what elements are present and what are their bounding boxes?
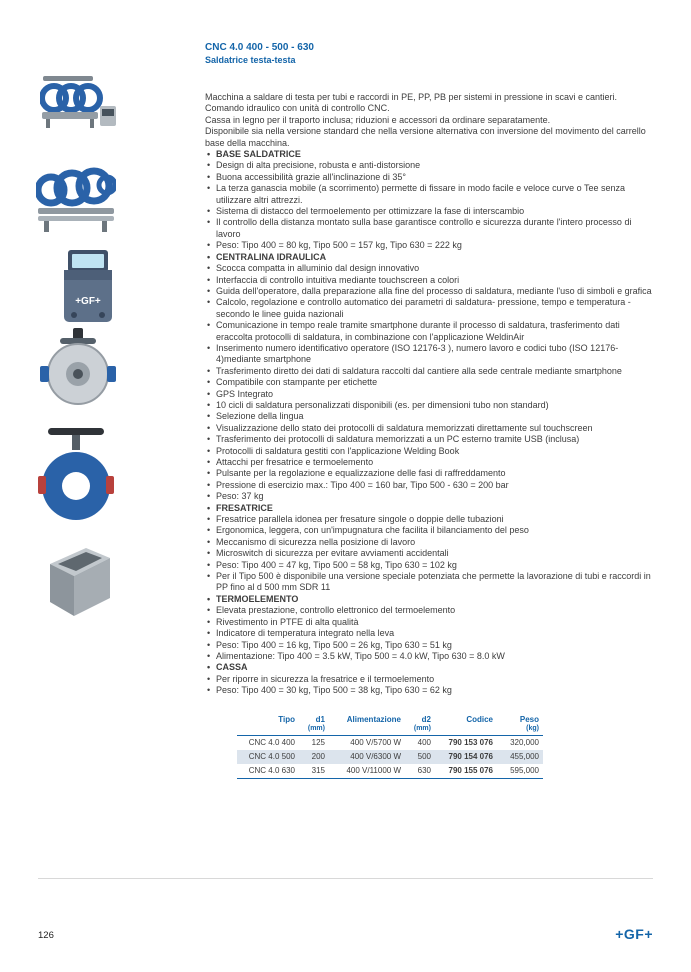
table-cell: 315 [299,764,329,779]
machine-base-icon [36,146,116,236]
feature-item: • Comunicazione in tempo reale tramite smartphone durante il processo di saldatura, trasferimento dati eraccolta protocolli di saldatura, in combinazione con l'applicazione WeldinAir [205,320,653,343]
table-cell: 790 155 076 [435,764,497,779]
section-heading: • BASE SALDATRICE [205,149,653,160]
table-row [237,735,543,750]
intro-paragraph: Cassa in legno per il traporto inclusa; riduzioni e accessori da ordinare separatamente. [205,114,551,125]
product-title: CNC 4.0 400 - 500 - 630 [205,42,314,53]
control-unit-icon [58,248,116,332]
table-cell: CNC 4.0 400 [248,737,295,747]
feature-item: • Elevata prestazione, controllo elettronico del termoelemento [205,605,653,616]
facing-tool-icon [40,328,116,406]
feature-item: • Buona accessibilità grazie all'inclinazione di 35° [205,172,653,183]
intro-paragraph: Macchina a saldare di testa per tubi e raccordi in PE, PP, PB per sistemi in pressione in scavi e cantieri. [205,92,618,102]
feature-item: • Alimentazione: Tipo 400 = 3.5 kW, Tipo 500 = 4.0 kW, Tipo 630 = 8.0 kW [205,651,653,662]
table-cell: 400 V/11000 W [329,764,405,779]
table-cell: 790 153 076 [448,737,493,747]
product-subtitle: Saldatrice testa-testa [205,55,296,65]
transport-box-icon [42,538,116,622]
feature-item: • Microswitch di sicurezza per evitare avviamenti accidentali [205,548,653,559]
feature-item: • Protocolli di saldatura gestiti con l'applicazione Welding Book [205,446,653,457]
feature-item: • Per il Tipo 500 è disponibile una versione speciale potenziata che permette la lavorazione di tubi e raccordi in PP fino al d 500 mm SDR 11 [205,571,653,594]
table-cell: 400 [417,737,431,747]
main-content [205,42,653,779]
table-cell: 500 [417,751,431,761]
feature-item: • GPS Integrato [205,389,653,400]
feature-item: • Compatibile con stampante per etichette [205,377,653,388]
heating-element-photo [38,424,114,529]
feature-item: • Design di alta precisione, robusta e anti-distorsione [205,160,653,171]
section-heading: • FRESATRICE [205,503,653,514]
feature-item: • Pulsante per la regolazione e equalizzazione delle fasi di raffreddamento [205,468,653,479]
section-heading: • TERMOELEMENTO [205,594,653,605]
page-number: 126 [38,930,54,941]
table-cell: 630 [405,764,435,779]
feature-item: • Peso: Tipo 400 = 30 kg, Tipo 500 = 38 kg, Tipo 630 = 62 kg [205,685,653,696]
feature-item: • Inserimento numero identificativo operatore (ISO 12176-3 ), numero lavoro e codici tubo (ISO 12176-4)mediante smartphone [205,343,653,366]
table-row [237,764,543,779]
table-cell: CNC 4.0 630 [237,764,299,779]
welding-machine-icon [40,64,118,136]
feature-item: • Guida dell'operatore, dalla preparazione alla fine del processo di saldatura, mediante l'uso di simboli e grafica [205,286,653,297]
feature-item: • Trasferimento diretto dei dati di saldatura raccolti dal cantiere alla sede centrale mediante smartphone [205,366,653,377]
intro-paragraphs [205,92,653,149]
feature-item: • Visualizzazione dello stato dei protocolli di saldatura memorizzati direttamente sul touchscreen [205,423,653,434]
feature-item: • Peso: 37 kg [205,491,653,502]
column-unit: (mm) [307,724,325,732]
feature-item: • Selezione della lingua [205,411,653,422]
feature-item: • La terza ganascia mobile (a scorrimento) permette di fissare in modo facile e veloce curve o Tee senza utilizzare altri attrezzi. [205,183,653,206]
table-cell: 790 154 076 [448,751,493,761]
cnc-control-unit-photo [58,248,116,337]
feature-item: • Sistema di distacco del termoelemento per ottimizzare la fase di interscambio [205,206,653,217]
column-header: Peso (kg) [497,713,543,736]
feature-item: • Scocca compatta in alluminio dal design innovativo [205,263,653,274]
transport-box-photo [42,538,116,627]
table-cell: 455,000 [510,751,539,761]
feature-item: • Peso: Tipo 400 = 80 kg, Tipo 500 = 157 kg, Tipo 630 = 222 kg [205,240,653,251]
feature-item: • Il controllo della distanza montato sulla base garantisce controllo e sicurezza durante l'intero processo di lavoro [205,217,653,240]
column-unit: (mm) [413,724,431,732]
table-cell: 400 V/5700 W [350,737,401,747]
spec-table-head [237,713,543,736]
table-cell: CNC 4.0 500 [248,751,295,761]
column-header: Alimentazione [329,713,405,736]
feature-item: • Per riporre in sicurezza la fresatrice e il termoelemento [205,674,653,685]
section-heading: • CENTRALINA IDRAULICA [205,252,653,263]
heating-element-icon [38,424,114,524]
column-header: Codice [435,713,497,736]
table-body [237,735,543,778]
column-unit: (kg) [526,724,539,732]
feature-item: • Indicatore di temperatura integrato nella leva [205,628,653,639]
table-row [237,750,543,764]
table-header-row [237,713,543,736]
feature-sections [205,149,653,697]
feature-item: • Trasferimento dei protocolli di saldatura memorizzati a un PC esterno tramite USB (inclusa) [205,434,653,445]
table-cell: 125 [311,737,325,747]
feature-item: • Fresatrice parallela idonea per fresature singole o doppie delle tubazioni [205,514,653,525]
table-cell: 200 [311,751,325,761]
feature-item: • Peso: Tipo 400 = 16 kg, Tipo 500 = 26 kg, Tipo 630 = 51 kg [205,640,653,651]
facing-tool-photo [40,328,116,411]
feature-item: • Interfaccia di controllo intuitiva mediante touchscreen a colori [205,275,653,286]
feature-item: • Pressione di esercizio max.: Tipo 400 = 160 bar, Tipo 500 - 630 = 200 bar [205,480,653,491]
feature-item: • Calcolo, regolazione e controllo automatico dei parametri di saldatura- pressione, tempo e temperatura - secondo le linee guida nazionali [205,297,653,320]
feature-item: • Peso: Tipo 400 = 47 kg, Tipo 500 = 58 kg, Tipo 630 = 102 kg [205,560,653,571]
column-header: d1 (mm) [299,713,329,736]
feature-item: • Attacchi per fresatrice e termoelemento [205,457,653,468]
intro-paragraph: Disponibile sia nella versione standard che nella versione alternativa con inversione del movimento del carrello base della macchina. [205,126,646,148]
table-cell: 595,000 [497,764,543,779]
table-cell: 400 V/6300 W [350,751,401,761]
footer-divider [38,878,653,879]
machine-base-clamps-photo [36,146,116,241]
feature-item: • 10 cicli di saldatura personalizzati disponibili (es. per dimensioni tubo non standard) [205,400,653,411]
section-heading: • CASSA [205,662,653,673]
column-header: d2 (mm) [405,713,435,736]
control-unit-logo: +GF+ [75,296,101,307]
intro-paragraph: Comando idraulico con unità di controllo CNC. [205,103,390,114]
gf-logo: +GF+ [615,926,653,942]
table-cell: 320,000 [510,737,539,747]
column-header: Tipo [237,713,299,736]
spec-table [237,713,543,779]
feature-item: • Rivestimento in PTFE di alta qualità [205,617,653,628]
feature-item: • Meccanismo di sicurezza nella posizione di lavoro [205,537,653,548]
feature-item: • Ergonomica, leggera, con un'impugnatura che facilita il bilanciamento del peso [205,525,653,536]
welding-machine-complete-photo [40,64,118,141]
